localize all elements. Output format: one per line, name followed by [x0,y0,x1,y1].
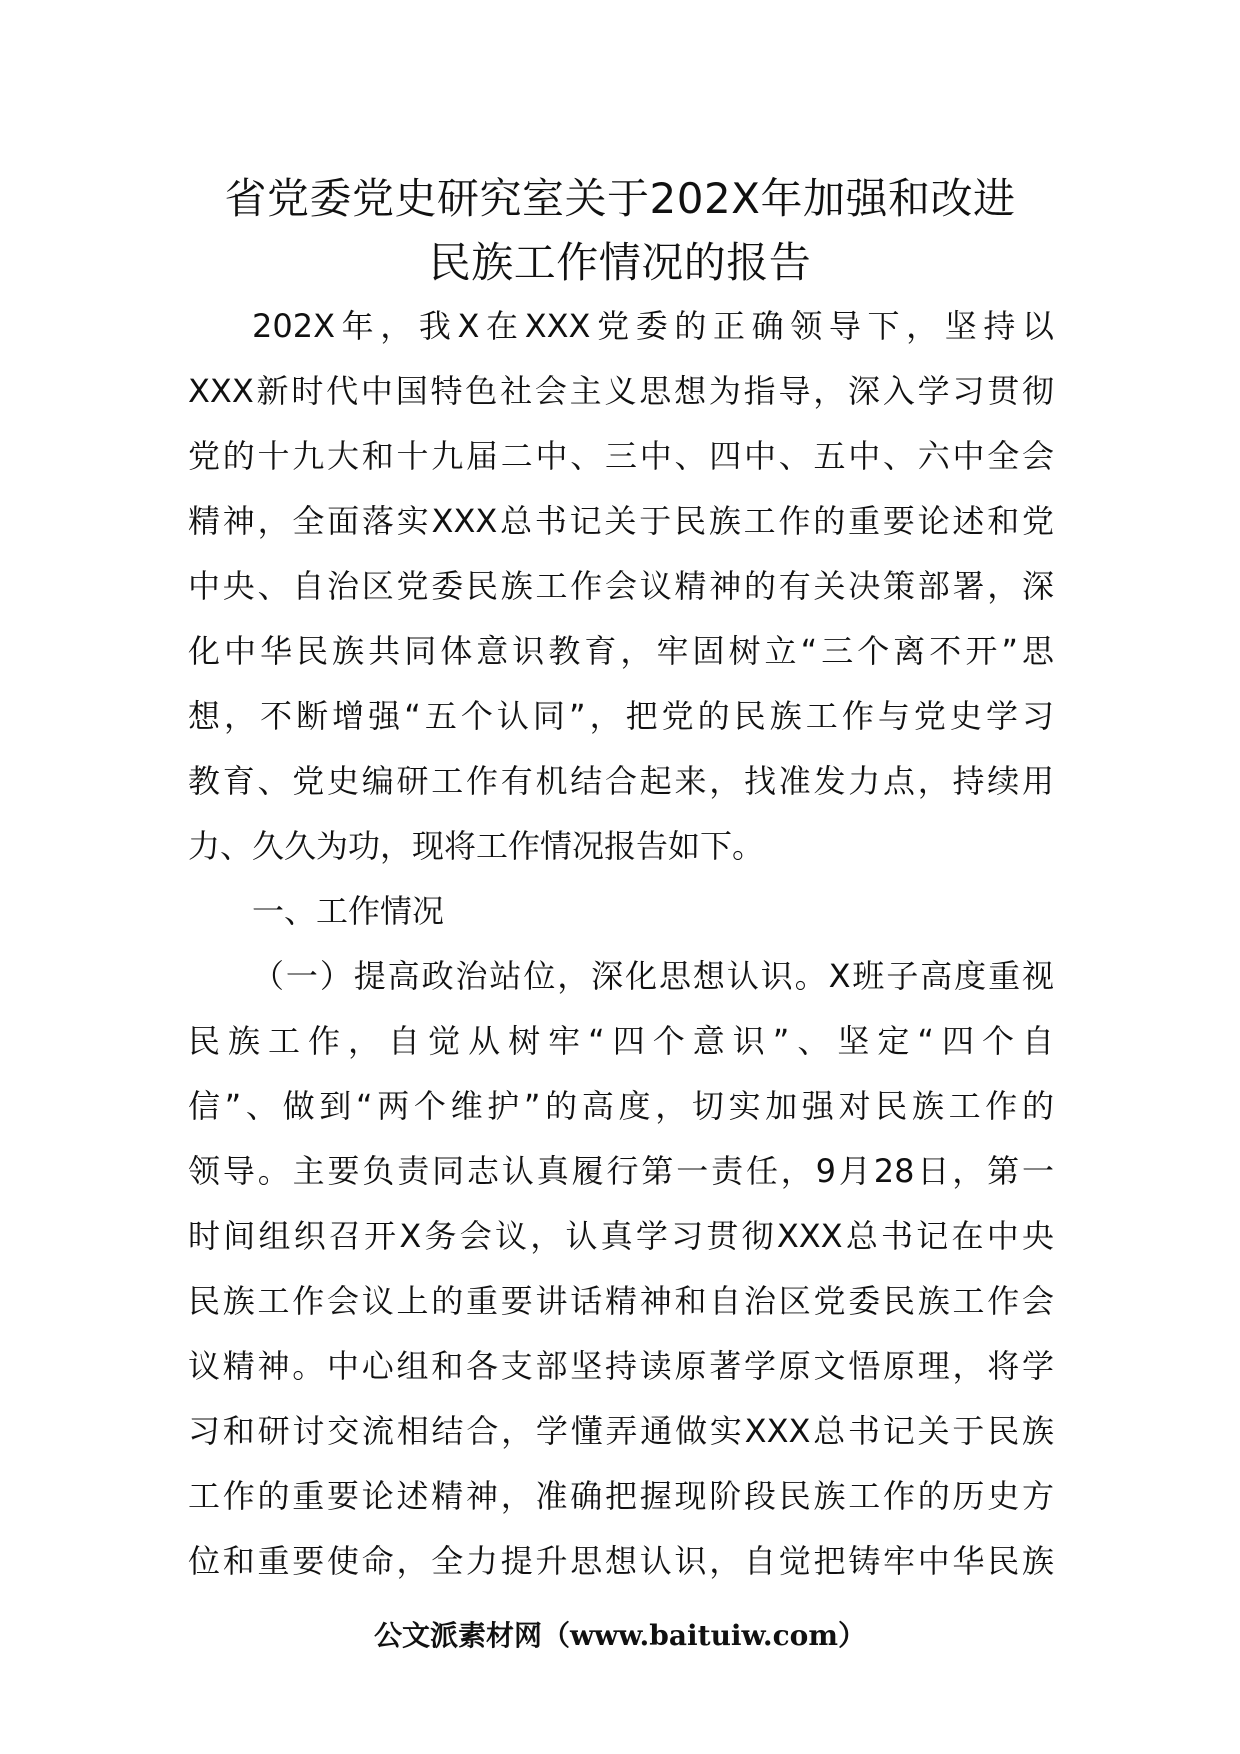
body-line: 化中华民族共同体意识教育，牢固树立“三个离不开”思 [188,632,1054,670]
body-line: XXX新时代中国特色社会主义思想为指导，深入学习贯彻 [188,372,1054,410]
body-line: 中央、自治区党委民族工作会议精神的有关决策部署，深 [188,567,1054,605]
body-line: 信”、做到“两个维护”的高度，切实加强对民族工作的 [188,1087,1054,1125]
body-line: 民族工作会议上的重要讲话精神和自治区党委民族工作会 [188,1282,1054,1320]
body-line: 议精神。中心组和各支部坚持读原著学原文悟原理，将学 [188,1347,1054,1385]
body-line: 民族工作，自觉从树牢“四个意识”、坚定“四个自 [188,1022,1054,1060]
body-line: 领导。主要负责同志认真履行第一责任，9月28日，第一 [188,1152,1054,1190]
body-line: 习和研讨交流相结合，学懂弄通做实XXX总书记关于民族 [188,1412,1054,1450]
footer-watermark: 公文派素材网（www.baituiw.com） [374,1619,866,1652]
document-title-line-2: 民族工作情况的报告 [428,238,812,287]
body-line: 工作的重要论述精神，准确把握现阶段民族工作的历史方 [188,1477,1054,1515]
body-line: 202X年，我X在XXX党委的正确领导下，坚持以 [252,307,1054,345]
body-line: 精神，全面落实XXX总书记关于民族工作的重要论述和党 [188,502,1054,540]
body-line: 想，不断增强“五个认同”，把党的民族工作与党史学习 [188,697,1054,735]
body-line: 党的十九大和十九届二中、三中、四中、五中、六中全会 [188,437,1054,475]
body-line: 时间组织召开X务会议，认真学习贯彻XXX总书记在中央 [188,1217,1054,1255]
body-line: 力、久久为功，现将工作情况报告如下。 [188,827,765,865]
body-line: （一）提高政治站位，深化思想认识。X班子高度重视 [252,957,1054,995]
section-heading: 一、工作情况 [252,892,445,930]
document-body [188,294,1054,1594]
document-title-line-1: 省党委党史研究室关于202X年加强和改进 [224,174,1016,223]
body-line: 教育、党史编研工作有机结合起来，找准发力点，持续用 [188,762,1054,800]
body-line: 位和重要使命，全力提升思想认识，自觉把铸牢中华民族 [188,1542,1054,1580]
